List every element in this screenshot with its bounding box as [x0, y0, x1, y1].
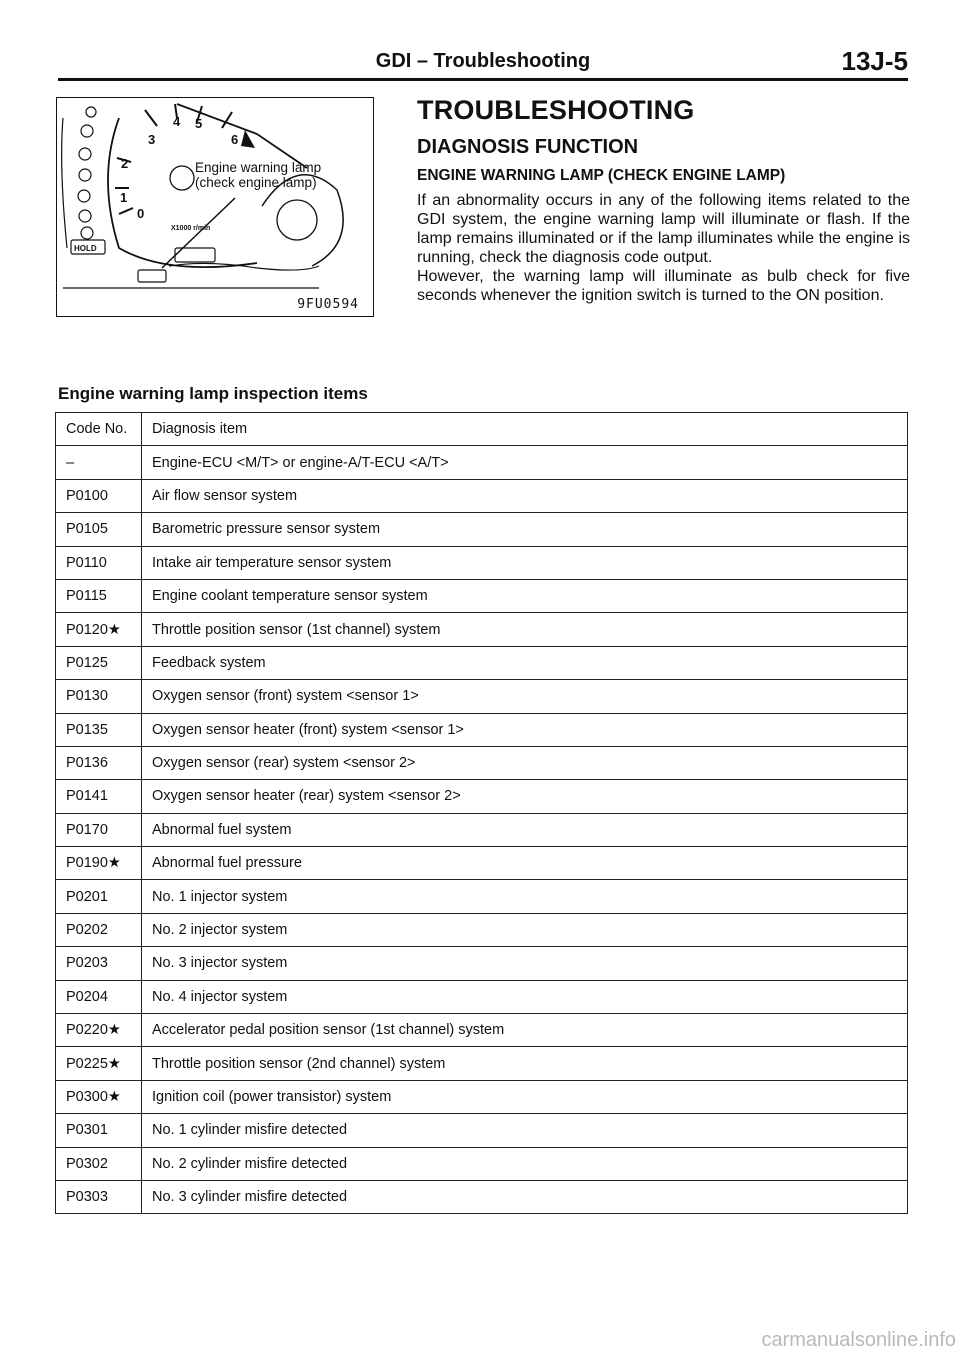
subsection-heading: DIAGNOSIS FUNCTION [417, 136, 639, 158]
table-row [56, 713, 908, 746]
table-row [56, 680, 908, 713]
diagnosis-item-cell: No. 2 cylinder misfire detected [142, 1147, 908, 1180]
engine-warning-lamp-icon [170, 166, 194, 190]
section-heading: TROUBLESHOOTING [417, 95, 695, 125]
callout-line: Engine warning lamp [195, 160, 322, 175]
table-row [56, 780, 908, 813]
diagnosis-item-cell: Oxygen sensor (front) system <sensor 1> [142, 680, 908, 713]
table-header-row [56, 413, 908, 446]
indicator-icon [86, 107, 96, 117]
diagnosis-item-cell: Abnormal fuel pressure [142, 847, 908, 880]
table-row [56, 646, 908, 679]
instrument-cluster-figure [56, 97, 374, 317]
code-cell: P0303 [56, 1180, 142, 1213]
tachometer-illustration [57, 98, 375, 318]
diagnosis-item-cell: No. 2 injector system [142, 913, 908, 946]
table-row [56, 746, 908, 779]
code-cell: P0225★ [56, 1047, 142, 1080]
code-cell: P0105 [56, 513, 142, 546]
code-cell: P0135 [56, 713, 142, 746]
code-cell: P0120★ [56, 613, 142, 646]
gauge-number: 0 [137, 206, 145, 221]
diagnosis-item-cell: No. 3 injector system [142, 947, 908, 980]
diagnosis-item-cell: No. 1 injector system [142, 880, 908, 913]
table-row [56, 913, 908, 946]
table-row [56, 1047, 908, 1080]
subsubsection-heading: ENGINE WARNING LAMP (CHECK ENGINE LAMP) [417, 167, 786, 184]
diagnosis-item-cell: No. 4 injector system [142, 980, 908, 1013]
diagnosis-item-cell: Oxygen sensor (rear) system <sensor 2> [142, 746, 908, 779]
body-paragraph: If an abnormality occurs in any of the following items related to the GDI system, the engine warning lamp will illuminate or flash. If the lamp remains illuminated or if the lamp illuminates while the engine is running, check the diagnosis code output. [417, 192, 910, 266]
code-cell: P0190★ [56, 847, 142, 880]
table-row [56, 847, 908, 880]
diagnosis-item-cell: Air flow sensor system [142, 479, 908, 512]
table-row [56, 880, 908, 913]
table-row [56, 546, 908, 579]
code-cell: P0300★ [56, 1080, 142, 1113]
hold-label: HOLD [74, 244, 97, 253]
table-row [56, 1080, 908, 1113]
table-row [56, 613, 908, 646]
code-cell: P0301 [56, 1114, 142, 1147]
diagnosis-item-cell: No. 3 cylinder misfire detected [142, 1180, 908, 1213]
code-cell: P0136 [56, 746, 142, 779]
diagnosis-item-cell: Oxygen sensor heater (rear) system <sensor 2> [142, 780, 908, 813]
table-row [56, 479, 908, 512]
diagnosis-item-cell: Intake air temperature sensor system [142, 546, 908, 579]
code-cell: P0115 [56, 579, 142, 612]
body-paragraph: However, the warning lamp will illuminate as bulb check for five seconds whenever the ignition switch is turned to the ON position. [417, 268, 910, 304]
fuel-gauge-icon [277, 200, 317, 240]
code-cell: P0201 [56, 880, 142, 913]
gauge-number: 3 [148, 132, 156, 147]
code-cell: – [56, 446, 142, 479]
table-row [56, 1114, 908, 1147]
column-header-code: Code No. [56, 413, 142, 446]
diagnosis-item-cell: Feedback system [142, 646, 908, 679]
table-row [56, 513, 908, 546]
diagnosis-item-cell: No. 1 cylinder misfire detected [142, 1114, 908, 1147]
column-header-item: Diagnosis item [142, 413, 908, 446]
code-cell: P0302 [56, 1147, 142, 1180]
gauge-number: 4 [173, 114, 181, 129]
code-cell: P0141 [56, 780, 142, 813]
gauge-number: 2 [121, 156, 129, 171]
table-row [56, 1180, 908, 1213]
code-cell: P0110 [56, 546, 142, 579]
page-title: GDI – Troubleshooting [375, 50, 591, 72]
code-cell: P0202 [56, 913, 142, 946]
table-row [56, 1014, 908, 1047]
gauge-number: 6 [231, 132, 239, 147]
code-cell: P0170 [56, 813, 142, 846]
code-cell: P0204 [56, 980, 142, 1013]
diagnosis-item-cell: Engine coolant temperature sensor system [142, 579, 908, 612]
page-number: 13J-5 [841, 46, 908, 76]
diagnosis-item-cell: Throttle position sensor (2nd channel) system [142, 1047, 908, 1080]
gauge-number: 5 [195, 116, 203, 131]
gauge-number: 1 [120, 190, 128, 205]
code-cell: P0220★ [56, 1014, 142, 1047]
diagnosis-item-cell: Ignition coil (power transistor) system [142, 1080, 908, 1113]
table-row [56, 813, 908, 846]
inspection-items-table [55, 412, 908, 1214]
gauge-unit-label: X1000 r/min [171, 225, 211, 232]
diagnosis-item-cell: Oxygen sensor heater (front) system <sensor 1> [142, 713, 908, 746]
diagnosis-item-cell: Throttle position sensor (1st channel) system [142, 613, 908, 646]
diagnosis-item-cell: Accelerator pedal position sensor (1st channel) system [142, 1014, 908, 1047]
code-cell: P0130 [56, 680, 142, 713]
header-rule [58, 78, 908, 81]
code-cell: P0100 [56, 479, 142, 512]
engine-warning-lamp-callout [195, 160, 321, 190]
code-cell: P0125 [56, 646, 142, 679]
table-row [56, 579, 908, 612]
callout-line: (check engine lamp) [195, 175, 317, 190]
diagnosis-item-cell: Barometric pressure sensor system [142, 513, 908, 546]
table-row [56, 980, 908, 1013]
figure-code: 9FU0594 [297, 297, 359, 312]
page-header [58, 48, 908, 78]
table-row [56, 446, 908, 479]
intro-section [417, 95, 910, 305]
table-row [56, 1147, 908, 1180]
code-cell: P0203 [56, 947, 142, 980]
diagnosis-item-cell: Abnormal fuel system [142, 813, 908, 846]
table-row [56, 947, 908, 980]
diagnosis-item-cell: Engine-ECU <M/T> or engine-A/T-ECU <A/T> [142, 446, 908, 479]
table-title: Engine warning lamp inspection items [58, 384, 368, 403]
watermark: carmanualsonline.info [761, 1329, 956, 1351]
